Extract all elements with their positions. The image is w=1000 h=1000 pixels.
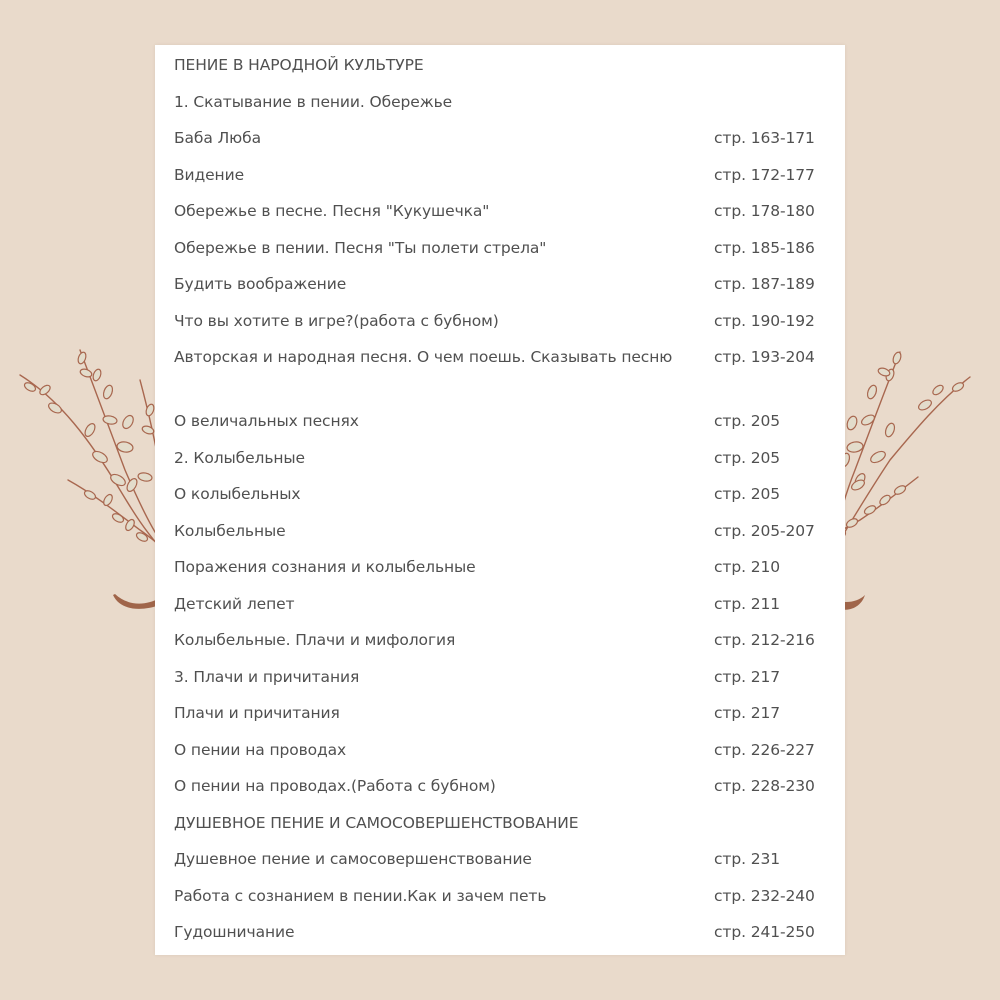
toc-entry-pages: стр. 211 xyxy=(714,594,781,613)
toc-entry-pages: стр. 228-230 xyxy=(714,777,815,795)
toc-entry-pages: стр. 226-227 xyxy=(714,740,815,759)
toc-entry-pages: стр. 212-216 xyxy=(714,631,815,649)
toc-entry xyxy=(174,343,820,407)
toc-entry-pages: стр. 190-192 xyxy=(714,311,815,330)
willow-branches-icon xyxy=(830,330,1000,630)
toc-chapter-heading xyxy=(174,663,820,700)
bowl-shape xyxy=(113,594,160,609)
toc-entry xyxy=(174,626,820,663)
toc-entry-title: Гудошничание xyxy=(174,923,295,941)
toc-entry-title: Поражения сознания и колыбельные xyxy=(174,558,476,576)
toc-entry xyxy=(174,234,820,271)
toc-entry-pages: стр. 185-186 xyxy=(714,238,815,257)
toc-entry xyxy=(174,407,820,444)
toc-entry-title: Видение xyxy=(174,165,245,184)
toc-entry-title: 3. Плачи и причитания xyxy=(174,667,360,686)
toc-entry-title: Колыбельные xyxy=(174,521,286,540)
toc-entry-title: Плачи и причитания xyxy=(174,704,340,722)
toc-entry xyxy=(174,307,820,344)
toc-chapter-heading xyxy=(174,88,820,125)
toc-entry-title: Баба Люба xyxy=(174,129,261,147)
toc-entry xyxy=(174,270,820,307)
toc-section-heading xyxy=(174,809,820,846)
toc-entry xyxy=(174,124,820,161)
toc-entry-title: Колыбельные. Плачи и мифология xyxy=(174,631,456,649)
toc-entry xyxy=(174,918,820,955)
toc-entry-title: Обережье в песне. Песня "Кукушечка" xyxy=(174,202,490,220)
toc-entry-title: ПЕНИЕ В НАРОДНОЙ КУЛЬТУРЕ xyxy=(174,56,424,74)
toc-entry-pages: стр. 187-189 xyxy=(714,275,815,293)
toc-entry xyxy=(174,480,820,517)
toc-entry xyxy=(174,845,820,882)
toc-entry-title: ДУШЕВНОЕ ПЕНИЕ И САМОСОВЕРШЕНСТВОВАНИЕ xyxy=(174,813,579,832)
toc-entry-pages: стр. 172-177 xyxy=(714,165,815,184)
toc-entry-pages: стр. 241-250 xyxy=(714,923,815,941)
toc-entry-title: Авторская и народная песня. О чем поешь. Сказывать песню xyxy=(174,348,673,366)
toc-entry-title: 1. Скатывание в пении. Обережье xyxy=(174,92,453,111)
toc-entry xyxy=(174,699,820,736)
toc-entry-pages: стр. 163-171 xyxy=(714,129,815,147)
toc-entry-title: О пении на проводах.(Работа с бубном) xyxy=(174,777,496,795)
toc-entry-pages: стр. 193-204 xyxy=(714,348,815,366)
toc-entry-pages: стр. 205 xyxy=(714,448,781,467)
toc-entry-pages: стр. 205-207 xyxy=(714,521,815,540)
toc-entry-title: Душевное пение и самосовершенствование xyxy=(174,850,532,868)
toc-entry-title: 2. Колыбельные xyxy=(174,448,305,467)
toc-entry xyxy=(174,772,820,809)
toc-entry-pages: стр. 217 xyxy=(714,667,781,686)
toc-section-heading xyxy=(174,51,820,88)
toc-entry-pages: стр. 205 xyxy=(714,485,781,503)
toc-entry-title: О колыбельных xyxy=(174,485,301,503)
table-of-contents-card xyxy=(155,45,845,955)
toc-entry xyxy=(174,736,820,773)
toc-entry xyxy=(174,882,820,919)
toc-entry-pages: стр. 217 xyxy=(714,704,781,722)
toc-entry-pages: стр. 205 xyxy=(714,412,781,430)
toc-entry xyxy=(174,197,820,234)
toc-entry-title: Будить воображение xyxy=(174,275,347,293)
toc-entry-pages: стр. 231 xyxy=(714,850,781,868)
willow-branches-icon xyxy=(0,330,170,630)
toc-chapter-heading xyxy=(174,444,820,481)
toc-list xyxy=(174,51,820,955)
toc-entry xyxy=(174,517,820,554)
toc-entry xyxy=(174,590,820,627)
toc-entry-pages: стр. 210 xyxy=(714,558,781,576)
toc-entry xyxy=(174,553,820,590)
toc-entry-pages: стр. 178-180 xyxy=(714,202,815,220)
toc-entry-title: О величальных песнях xyxy=(174,412,359,430)
toc-entry-title: Что вы хотите в игре?(работа с бубном) xyxy=(174,311,499,330)
toc-entry-pages: стр. 232-240 xyxy=(714,886,815,905)
toc-entry-title: Детский лепет xyxy=(174,594,295,613)
toc-entry-title: Обережье в пении. Песня "Ты полети стрела" xyxy=(174,238,547,257)
toc-entry-title: О пении на проводах xyxy=(174,740,347,759)
toc-entry-title: Работа с сознанием в пении.Как и зачем петь xyxy=(174,886,547,905)
toc-entry xyxy=(174,161,820,198)
